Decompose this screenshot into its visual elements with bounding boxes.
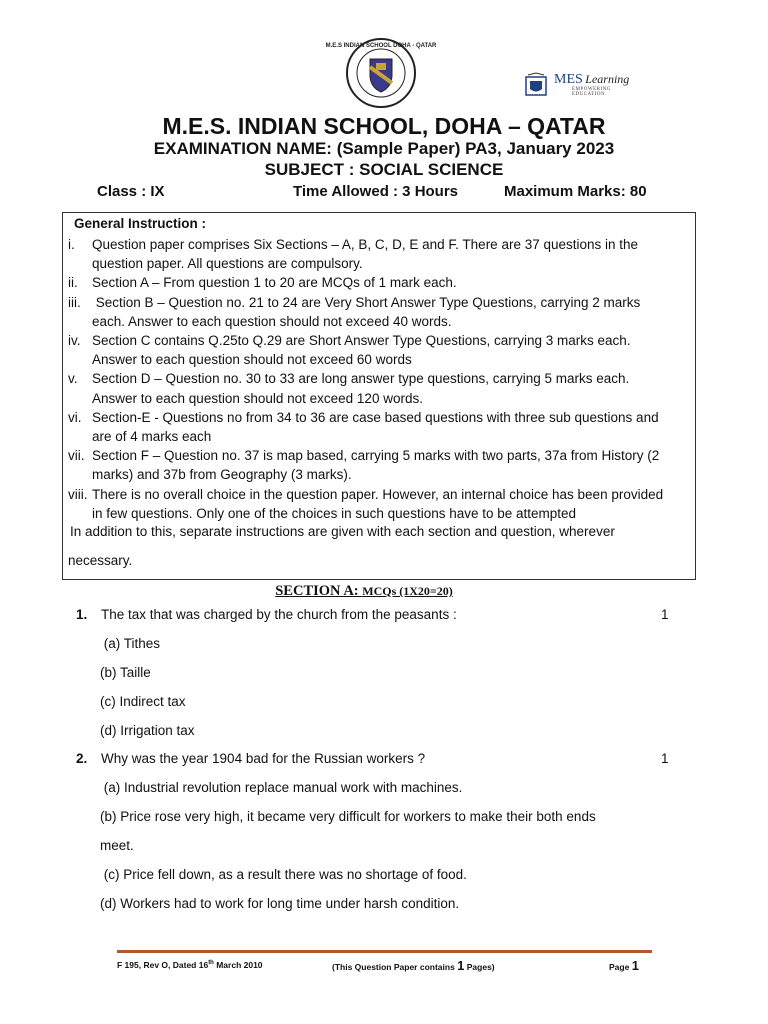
question-option: (c) Price fell down, as a result there was no shortage of food. [100,867,467,882]
school-logo [325,37,437,109]
instructions-extra-continued: necessary. [68,553,133,568]
instruction-text: Answer to each question should not exceed 60 words [92,352,412,368]
instruction-text: Section-E - Questions no from 34 to 36 are case based questions with three sub questions and [92,409,659,425]
question-mark: 1 [661,607,669,622]
question-option: (b) Taille [100,665,151,680]
page-label: Page [609,962,632,972]
instruction-text: each. Answer to each question should not exceed 40 words. [92,313,452,329]
section-a-heading [0,583,728,600]
instructions-extra: In addition to this, separate instructions are given with each section and question, wherever [70,524,615,539]
instruction-text: are of 4 marks each [92,429,212,444]
section-a-marks: MCQs (1X20=20) [362,584,453,598]
form-reference [117,960,263,970]
question-option: (a) Tithes [100,636,161,651]
instruction-text: marks) and 37b from Geography (3 marks). [92,467,352,483]
maximum-marks: Maximum Marks: 80 [504,183,647,200]
question-option: (c) Indirect tax [100,694,186,709]
instruction-text: Section C contains Q.25to Q.29 are Short Answer Type Questions, carrying 3 marks each. [92,333,631,348]
logo-text: M.E.S INDIAN SCHOOL DOHA - QATAR [325,43,437,49]
instruction-text: Question paper comprises Six Sections – A, B, C, D, E and F. There are 37 questions in the [92,237,639,252]
instruction-text: in few questions. Only one of the choices in such questions have to be attempted [92,505,577,521]
instruction-text: Section B – Question no. 21 to 24 are Very Short Answer Type Questions, carrying 2 marks [92,294,641,310]
instruction-number: ii. [68,275,78,291]
class-label: Class : IX [97,183,165,200]
page-number-value: 1 [631,958,639,973]
question-option: (d) Workers had to work for long time under harsh condition. [100,896,460,911]
question-text: The tax that was charged by the church from the peasants : [101,607,457,622]
question-text: Why was the year 1904 bad for the Russian workers ? [101,751,426,766]
form-reference-date: March 2010 [213,960,263,970]
question-number: 1. [76,607,88,622]
instruction-number: v. [68,371,78,387]
instruction-number: vii. [68,448,85,464]
page-count-pre: (This Question Paper contains [332,962,458,972]
time-allowed: Time Allowed : 3 Hours [293,183,459,200]
mes-brand: MES [554,72,583,87]
instruction-number: iv. [68,333,81,348]
crest-icon [524,73,550,97]
instruction-text: Section A – From question 1 to 20 are MCQs of 1 mark each. [92,275,457,291]
form-reference-sup: th [208,960,214,967]
question-option: (a) Industrial revolution replace manual work with machines. [100,780,463,795]
instruction-text: Section D – Question no. 30 to 33 are long answer type questions, carrying 5 marks each. [92,371,630,387]
page-count-post: Pages) [464,962,495,972]
page-count-note [332,958,495,973]
question-number: 2. [76,751,88,766]
page-number [609,958,639,973]
mes-subtagline: EMPOWERING EDUCATION [572,87,611,97]
question-option: (d) Irrigation tax [100,723,195,738]
instruction-number: vi. [68,409,82,425]
instruction-text: There is no overall choice in the question paper. However, an internal choice has been provided [92,486,664,502]
instruction-text: question paper. All questions are compulsory. [92,256,363,272]
subject-title: SUBJECT : SOCIAL SCIENCE [264,160,504,179]
section-a-title: SECTION A: [275,583,363,599]
instructions-title: General Instruction : [74,216,207,231]
school-name: M.E.S. INDIAN SCHOOL, DOHA – QATAR [162,113,606,139]
question-option: (b) Price rose very high, it became very difficult for workers to make their both ends [100,809,596,824]
instruction-number: i. [68,237,75,252]
instruction-text: Answer to each question should not exceed 120 words. [92,390,423,406]
exam-name: EXAMINATION NAME: (Sample Paper) PA3, January 2023 [153,139,615,158]
footer-rule [117,950,652,953]
mes-tagline: Learning [585,72,630,86]
question-option: meet. [100,838,134,853]
form-reference-text: F 195, Rev O, Dated 16 [117,960,209,970]
instruction-number: viii. [68,486,88,502]
page-count-number: 1 [457,958,465,973]
instruction-text: Section F – Question no. 37 is map based, carrying 5 marks with two parts, 37a from History (2 [92,448,660,464]
mes-learning-logo [524,70,639,100]
instruction-number: iii. [68,294,81,310]
question-mark: 1 [661,751,669,766]
